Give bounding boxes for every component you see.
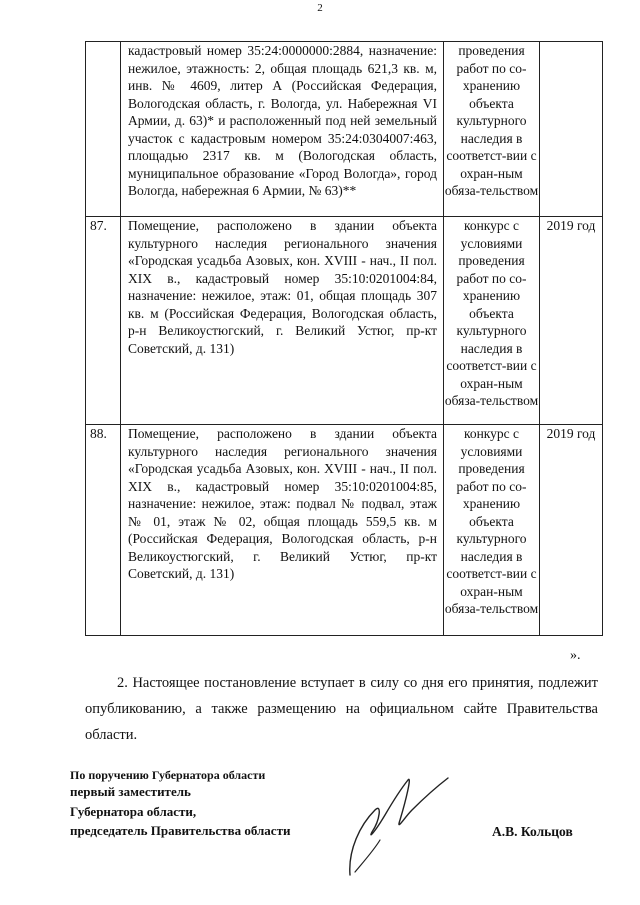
- closing-quote: ».: [570, 648, 581, 663]
- row-number: 87.: [86, 217, 121, 425]
- signature-line-3: Губернатора области,: [70, 804, 197, 819]
- row-year: 2019 год: [540, 425, 603, 636]
- handwritten-signature: [330, 770, 460, 880]
- table-row: [86, 425, 603, 636]
- property-table: [85, 41, 603, 636]
- table-row: [86, 42, 603, 217]
- page-number: 2: [317, 2, 323, 14]
- row-description: Помещение, расположено в здании объекта культурного наследия регионального значения «Городская усадьба Азовых, кон. XVIII - нач., II пол. XIX в., кадастровый номер 35:10:0201004:85, назначение: нежилое, этаж: подвал № подвал, этаж № 01, этаж № 02, общая площадь 559,5 кв. м (Российская Федерация, Вологодская область, р-н Великоустюгский, г. Великий Устюг, пр-кт Советский, д. 131): [121, 425, 444, 636]
- row-condition: конкурс с условиями проведения работ по со-хранению объекта культурного наследия в соответст-вии с охран-ным обяза-тельством: [444, 217, 540, 425]
- signature-line-2: первый заместитель: [70, 784, 191, 799]
- row-number: 88.: [86, 425, 121, 636]
- row-year: [540, 42, 603, 217]
- resolution-paragraph: 2. Настоящее постановление вступает в силу со дня его принятия, подлежит опубликованию, а также размещению на официальном сайте Правительства области.: [85, 675, 598, 743]
- signer-name: А.В. Кольцов: [492, 824, 573, 839]
- row-year: 2019 год: [540, 217, 603, 425]
- row-number: [86, 42, 121, 217]
- row-condition: проведения работ по со-хранению объекта культурного наследия в соответст-вии с охран-ным обяза-тельством: [444, 42, 540, 217]
- row-description: кадастровый номер 35:24:0000000:2884, назначение: нежилое, этажность: 2, общая площадь 621,3 кв. м, инв. № 4609, литер А (Российская Федерация, Вологодская область, г. Вологда, ул. Набережная VI Армии, д. 63)* и расположенный под ней земельный участок с кадастровым номером 35:24:0304007:463, площадью 2317 кв. м (Вологодская область, муниципальное образование «Город Вологда», город Вологда, набережная 6 Армии, № 63)**: [121, 42, 444, 217]
- signature-line-1: По поручению Губернатора области: [70, 768, 266, 782]
- row-condition: конкурс с условиями проведения работ по со-хранению объекта культурного наследия в соответст-вии с охран-ным обяза-тельством: [444, 425, 540, 636]
- row-description: Помещение, расположено в здании объекта культурного наследия регионального значения «Городская усадьба Азовых, кон. XVIII - нач., II пол. XIX в., кадастровый номер 35:10:0201004:84, назначение: нежилое, этаж: 01, общая площадь 307 кв. м (Российская Федерация, Вологодская область, р-н Великоустюгский, г. Великий Устюг, пр-кт Советский, д. 131): [121, 217, 444, 425]
- table-row: [86, 217, 603, 425]
- signature-line-4: председатель Правительства области: [70, 823, 291, 838]
